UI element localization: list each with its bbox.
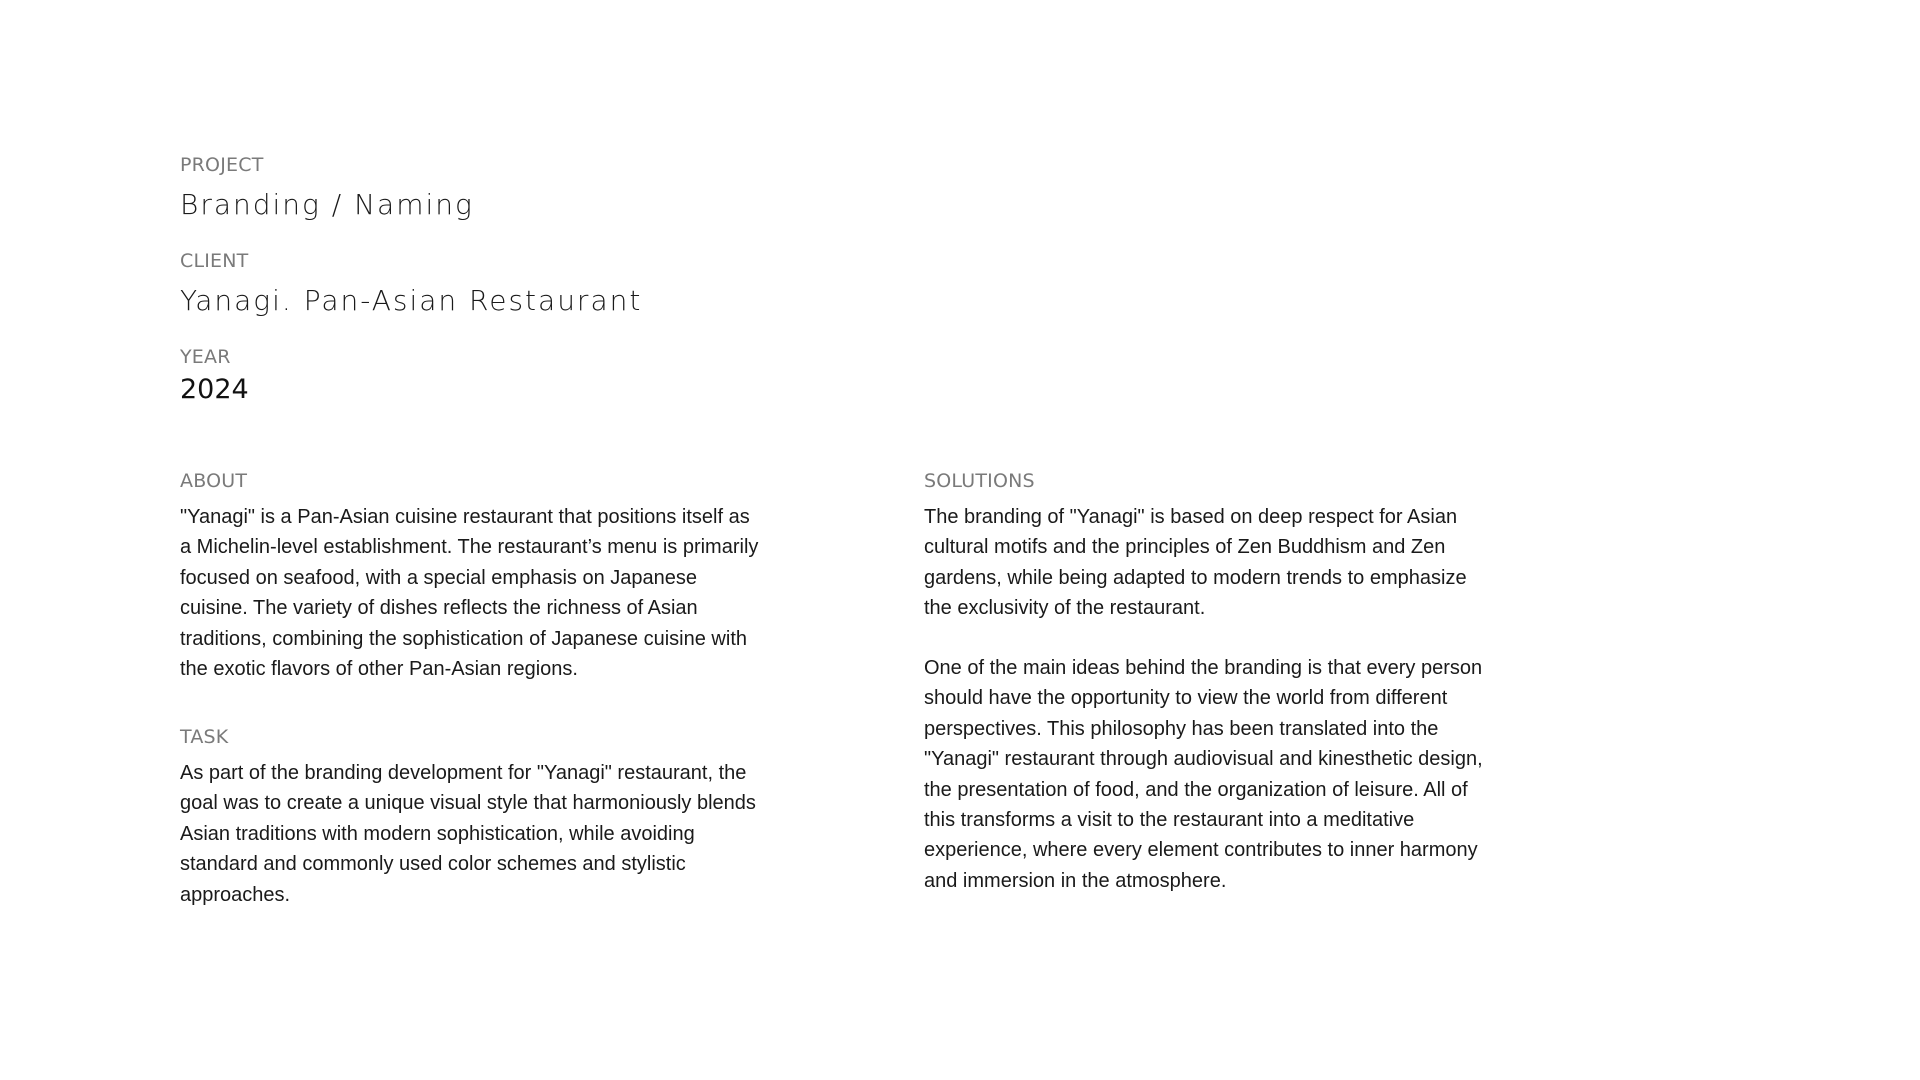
client-label: CLIENT bbox=[180, 250, 249, 272]
client-value: Yanagi. Pan-Asian Restaurant bbox=[180, 284, 643, 317]
solutions-label: SOLUTIONS bbox=[924, 470, 1035, 492]
about-text: "Yanagi" is a Pan-Asian cuisine restaurant that positions itself as a Michelin-level establishment. The restaurant’s menu is primarily focused on seafood, with a special emphasis on Japanese cuisine. The variety of dishes reflects the richness of Asian traditions, combining the sophistication of Japanese cuisine with the exotic flavors of other Pan-Asian regions. bbox=[180, 506, 759, 681]
project-label: PROJECT bbox=[180, 154, 264, 176]
project-value: Branding / Naming bbox=[180, 188, 474, 221]
solutions-text-2: One of the main ideas behind the branding is that every person should have the opportunity to view the world from different perspectives. This philosophy has been translated into the "Yanagi" restaurant through audiovisual and kinesthetic design, the presentation of food, and the organization of leisure. All of this transforms a visit to the restaurant into a meditative experience, where every element contributes to inner harmony and immersion in the atmosphere. bbox=[924, 657, 1483, 892]
year-value: 2024 bbox=[180, 374, 249, 405]
about-label: ABOUT bbox=[180, 470, 248, 492]
task-label: TASK bbox=[180, 726, 229, 748]
task-text: As part of the branding development for "Yanagi" restaurant, the goal was to create a unique visual style that harmoniously blends Asian traditions with modern sophistication, while avoiding standard and commonly used color schemes and stylistic approaches. bbox=[180, 762, 756, 906]
year-label: YEAR bbox=[180, 346, 231, 368]
solutions-text-1: The branding of "Yanagi" is based on deep respect for Asian cultural motifs and the principles of Zen Buddhism and Zen gardens, while being adapted to modern trends to emphasize the exclusivity of the restaurant. bbox=[924, 506, 1467, 620]
